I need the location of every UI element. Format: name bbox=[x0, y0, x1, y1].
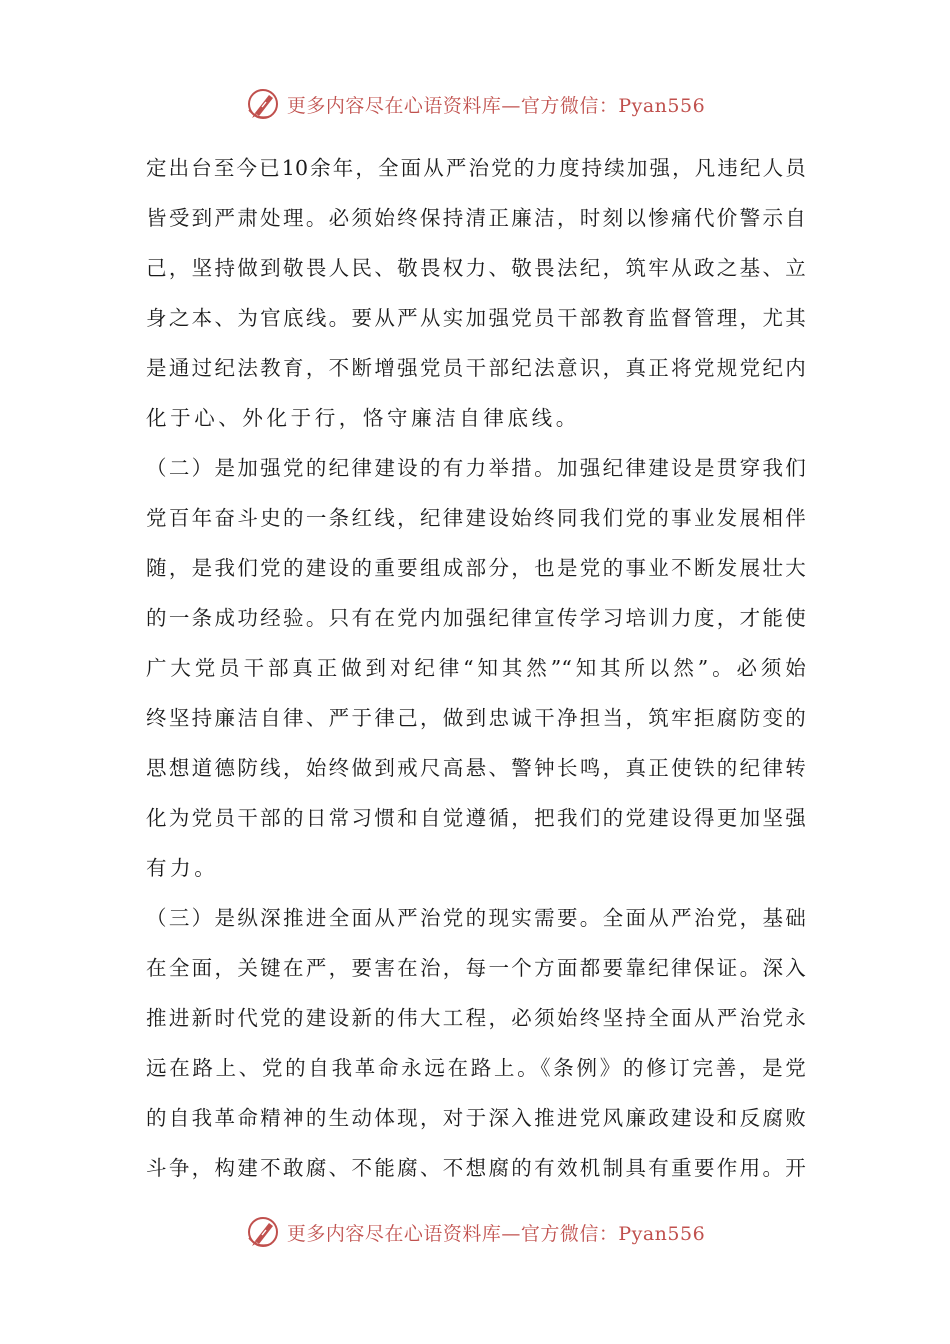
body-line: 化于心、外化于行，恪守廉洁自律底线。 bbox=[146, 406, 580, 430]
footer-banner bbox=[0, 1208, 950, 1256]
body-line: 有力。 bbox=[146, 856, 219, 880]
body-line: 是通过纪法教育，不断增强党员干部纪法意识，真正将党规党纪内 bbox=[146, 356, 806, 380]
pen-nib-logo-icon bbox=[245, 86, 281, 122]
body-line: 身之本、为官底线。要从严从实加强党员干部教育监督管理，尤其 bbox=[146, 306, 806, 330]
body-line: 的自我革命精神的生动体现，对于深入推进党风廉政建设和反腐败 bbox=[146, 1106, 806, 1130]
footer-banner-text: 更多内容尽在心语资料库—官方微信：Pyan556 bbox=[286, 1222, 706, 1245]
document-body bbox=[146, 143, 806, 1193]
body-line: 皆受到严肃处理。必须始终保持清正廉洁，时刻以惨痛代价警示自 bbox=[146, 206, 806, 230]
body-line: 推进新时代党的建设新的伟大工程，必须始终坚持全面从严治党永 bbox=[146, 1006, 806, 1030]
body-line: 终坚持廉洁自律、严于律己，做到忠诚干净担当，筑牢拒腐防变的 bbox=[146, 706, 806, 730]
body-line: 随，是我们党的建设的重要组成部分，也是党的事业不断发展壮大 bbox=[146, 556, 806, 580]
body-line: 远在路上、党的自我革命永远在路上。《条例》的修订完善，是党 bbox=[146, 1056, 806, 1080]
pen-nib-logo-icon bbox=[245, 1214, 281, 1250]
body-line: 广大党员干部真正做到对纪律“知其然”“知其所以然”。必须始 bbox=[146, 656, 806, 680]
body-line: 斗争，构建不敢腐、不能腐、不想腐的有效机制具有重要作用。开 bbox=[146, 1156, 806, 1180]
section-heading-line: （二）是加强党的纪律建设的有力举措。加强纪律建设是贯穿我们 bbox=[146, 456, 806, 480]
header-banner bbox=[0, 80, 950, 128]
body-line: 思想道德防线，始终做到戒尺高悬、警钟长鸣，真正使铁的纪律转 bbox=[146, 756, 806, 780]
body-line: 党百年奋斗史的一条红线，纪律建设始终同我们党的事业发展相伴 bbox=[146, 506, 806, 530]
body-line: 的一条成功经验。只有在党内加强纪律宣传学习培训力度，才能使 bbox=[146, 606, 806, 630]
body-line: 己，坚持做到敬畏人民、敬畏权力、敬畏法纪，筑牢从政之基、立 bbox=[146, 256, 806, 280]
header-banner-text: 更多内容尽在心语资料库—官方微信：Pyan556 bbox=[286, 94, 706, 117]
body-line: 定出台至今已10余年，全面从严治党的力度持续加强，凡违纪人员 bbox=[146, 156, 806, 180]
body-line: 化为党员干部的日常习惯和自觉遵循，把我们的党建设得更加坚强 bbox=[146, 806, 806, 830]
section-heading-line: （三）是纵深推进全面从严治党的现实需要。全面从严治党，基础 bbox=[146, 906, 806, 930]
body-line: 在全面，关键在严，要害在治，每一个方面都要靠纪律保证。深入 bbox=[146, 956, 806, 980]
